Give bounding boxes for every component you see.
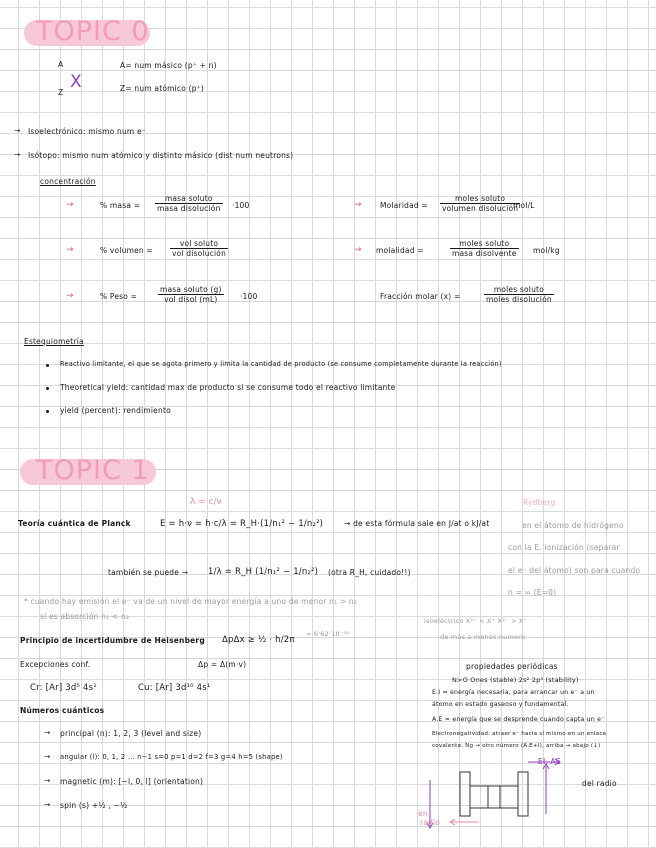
also-label: también se puede → — [108, 568, 189, 577]
fraction-denominator: vol disol (mL) — [164, 295, 218, 304]
volume-percent-label: % volumen = — [100, 246, 153, 255]
side-isoelectronic-note: isoeléctrico X²⁺ < X⁺ X²⁻ > X⁻ — [424, 617, 528, 625]
stoich-item-3: yield (percent): rendimiento — [60, 406, 171, 415]
stoich-item-1: Reactivo limitante, el que se agota primero y limita la cantidad de producto (se consume completamente durante la reacción) — [60, 360, 502, 368]
arrow-icon: → — [66, 245, 74, 255]
mass-percent-label: % masa = — [100, 201, 141, 210]
rydberg-note: (otra R_H, cuidado!!) — [328, 568, 411, 577]
electron-affinity-line: A.E = energía que se desprende cuando capta un e⁻ — [432, 716, 605, 723]
arrow-icon: → — [44, 752, 51, 761]
bullet-dot — [46, 387, 49, 390]
quantum-numbers-heading: Números cuánticos — [20, 706, 105, 715]
concentration-heading: concentración — [40, 177, 96, 186]
mass-percent-fraction — [155, 194, 223, 213]
arrow-icon: → — [354, 200, 362, 210]
molar-fraction-fraction — [484, 285, 554, 304]
periodic-stable-note: N>O Ones (stable) 2s² 2p³ (stability) — [452, 676, 579, 684]
mass-percent-tail: ·100 — [232, 201, 250, 210]
fraction-denominator: vol disolución — [172, 249, 227, 258]
atomic-number-definition: Z= num atómico (p⁺) — [120, 84, 204, 93]
emission-note: * cuando hay emisión el e⁻ va de un nivel de mayor energía a uno de menor n₁ > n₂ — [24, 597, 358, 606]
notation-Z: Z — [58, 88, 64, 97]
side-isoelectronic-note-2: de más a menos numero — [440, 633, 526, 641]
molarity-label: Molaridad = — [380, 201, 428, 210]
quantum-item-spin: spin (s) +½ , −½ — [60, 801, 128, 810]
notation-X: X — [70, 72, 82, 92]
arrow-icon: → — [14, 126, 21, 135]
molarity-unit: mol/L — [513, 201, 535, 210]
fraction-denominator: volumen disolución — [442, 204, 519, 213]
molality-label: molalidad = — [376, 246, 424, 255]
fraction-denominator: masa disolvente — [452, 249, 517, 258]
side-note-line-4: n = ∞ (E=0) — [508, 588, 557, 597]
fraction-numerator: masa soluto — [164, 194, 213, 203]
ionization-energy-line-2: átomo en estado gaseoso y fundamental. — [432, 701, 569, 708]
mass-number-definition: A= num másico (p⁺ + n) — [120, 61, 217, 70]
fraction-numerator: masa soluto (g) — [160, 285, 222, 294]
chromium-configuration: Cr: [Ar] 3d⁵ 4s¹ — [30, 683, 97, 693]
electronegativity-line-2: covalente. Ng → otro número (A.E+I), arriba → abajo (↓) — [432, 743, 601, 749]
side-note-line-2: con la E. ionización (separar — [508, 543, 620, 552]
molarity-fraction — [440, 194, 520, 213]
fraction-denominator: masa disolución — [157, 204, 221, 213]
weight-percent-tail: ·100 — [240, 292, 258, 301]
rydberg-equation: 1/λ = R_H (1/n₁² − 1/n₂²) — [208, 567, 319, 577]
arrow-icon: → — [44, 728, 51, 737]
topic1-title: TOPIC 1 — [36, 455, 150, 486]
electronegativity-line-1: Electronegatividad: atraer e⁻ hacia sí mismo en un enlace — [432, 731, 607, 737]
heisenberg-label: Principio de incertidumbre de Heisenberg — [20, 636, 205, 645]
fraction-numerator: moles soluto — [493, 285, 544, 294]
stoichiometry-heading: Estequiometría — [24, 337, 84, 346]
planck-label: Teoría cuántica de Planck — [18, 519, 131, 528]
diagram-label-en: en — [418, 809, 428, 818]
quantum-item-magnetic: magnetic (m): [−l, 0, l] (orientation) — [60, 777, 204, 786]
quantum-item-angular: angular (l): 0, 1, 2 ... n−1 s=0 p=1 d=2 f=3 g=4 h=5 (shape) — [60, 753, 283, 761]
side-rydberg-title: Rydberg — [523, 498, 556, 507]
side-note-line-3: el e⁻ del átomo) son para cuando — [508, 566, 641, 575]
heisenberg-momentum: Δp = Δ(m·v) — [198, 660, 247, 669]
molality-unit: mol/kg — [533, 246, 560, 255]
fraction-numerator: moles soluto — [459, 239, 510, 248]
bullet-dot — [46, 364, 49, 367]
copper-configuration: Cu: [Ar] 3d¹⁰ 4s¹ — [138, 683, 211, 693]
weight-percent-label: % Peso = — [100, 292, 138, 301]
arrow-icon: → — [44, 776, 51, 785]
arrow-icon: → — [66, 291, 74, 301]
periodic-properties-title: propiedades periódicas — [466, 662, 558, 671]
molality-fraction — [450, 239, 519, 258]
weight-percent-fraction — [158, 285, 224, 304]
molar-fraction-label: Fracción molar (x) = — [380, 292, 461, 301]
arrow-icon: → — [14, 150, 21, 159]
heisenberg-equation: ΔpΔx ≥ ½ · h/2π — [222, 635, 295, 645]
fraction-numerator: vol soluto — [179, 239, 219, 248]
topic0-title: TOPIC 0 — [36, 16, 150, 47]
planck-tail: → de esta fórmula sale en J/at o kJ/at — [344, 519, 490, 528]
quantum-item-principal: principal (n): 1, 2, 3 (level and size) — [60, 729, 202, 738]
diagram-label-radio: radio — [420, 818, 441, 827]
diagram-label-radius: del radio — [582, 779, 617, 788]
notation-A: A — [58, 60, 64, 69]
diagram-label-ei-ae: EI, AE — [538, 757, 561, 766]
fraction-numerator: moles soluto — [455, 194, 506, 203]
arrow-icon: → — [44, 800, 51, 809]
stoich-item-2: Theoretical yield: cantidad max de producto si se consume todo el reactivo limitante — [60, 383, 396, 392]
fraction-denominator: moles disolución — [486, 295, 552, 304]
volume-percent-fraction — [170, 239, 228, 258]
planck-equation: E = h·ν = h·c/λ = R_H·(1/n₁² − 1/n₂²) — [160, 519, 324, 529]
lambda-note: λ = c/ν — [190, 497, 222, 507]
absorption-note: si es absorción n₁ < n₂ — [40, 612, 130, 621]
isotope-definition: Isótopo: mismo num atómico y distinto másico (dist num neutrons) — [28, 151, 294, 160]
bullet-dot — [46, 410, 49, 413]
arrow-icon: → — [66, 200, 74, 210]
ionization-energy-line-1: E.I = energía necesaria, para arrancar un e⁻ a un — [432, 689, 595, 696]
exceptions-label: Excepciones conf. — [20, 660, 91, 669]
heisenberg-constant: = 6'62·10⁻³⁴ — [306, 630, 350, 638]
side-note-line-1: en el átomo de hidrógeno — [522, 521, 624, 530]
arrow-icon: → — [354, 245, 362, 255]
isoelectronic-definition: Isoelectrónico: mismo num e⁻ — [28, 127, 146, 136]
